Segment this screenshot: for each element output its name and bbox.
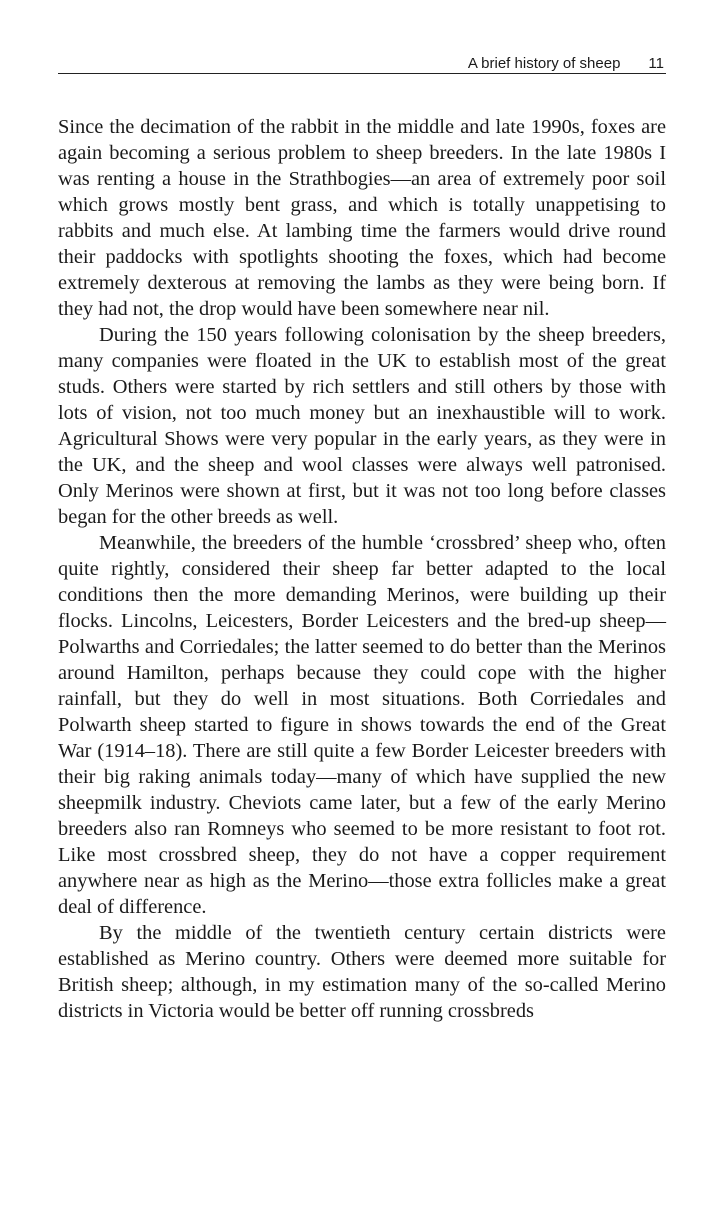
book-page xyxy=(58,0,666,1205)
running-header xyxy=(58,54,666,74)
body-text xyxy=(58,114,666,1024)
paragraph-3: Meanwhile, the breeders of the humble ‘crossbred’ sheep who, often quite rightly, considered their sheep far better adapted to the local conditions then the more demanding Merinos, were building up their flocks. Lincolns, Leicesters, Border Leicesters and the bred-up sheep—Polwarths and Corriedales; the latter seemed to do better than the Merinos around Hamilton, perhaps because they could cope with the higher rainfall, but they do well in most situations. Both Corriedales and Polwarth sheep started to figure in shows towards the end of the Great War (1914–18). There are still quite a few Border Leicester breeders with their big raking animals today—many of which have supplied the new sheepmilk industry. Cheviots came later, but a few of the early Merino breeders also ran Romneys who seemed to be more resistant to foot rot. Like most crossbred sheep, they do not have a copper requirement anywhere near as high as the Merino—those extra follicles make a great deal of difference. xyxy=(58,532,666,918)
paragraph-2: During the 150 years following colonisation by the sheep breeders, many companies were floated in the UK to establish most of the great studs. Others were started by rich settlers and still others by those with lots of vision, not too much money but an inexhaustible will to work. Agricultural Shows were very popular in the early years, as they were in the UK, and the sheep and wool classes were always well patronised. Only Merinos were shown at first, but it was not too long before classes began for the other breeds as well. xyxy=(58,324,666,528)
paragraph-1: Since the decimation of the rabbit in the middle and late 1990s, foxes are again becoming a serious problem to sheep breeders. In the late 1980s I was renting a house in the Strathbogies—an area of extremely poor soil which grows mostly bent grass, and which is totally unappetising to rabbits and much else. At lambing time the farmers would drive round their paddocks with spotlights shooting the foxes, which had become extremely dexterous at removing the lambs as they were being born. If they had not, the drop would have been somewhere near nil. xyxy=(58,116,666,320)
running-title: A brief history of sheep xyxy=(467,55,621,72)
paragraph-4: By the middle of the twentieth century certain districts were established as Merino country. Others were deemed more suitable for British sheep; although, in my estimation many of the so-called Merino districts in Victoria would be better off running crossbreds xyxy=(58,922,666,1022)
page-number: 11 xyxy=(648,55,664,72)
